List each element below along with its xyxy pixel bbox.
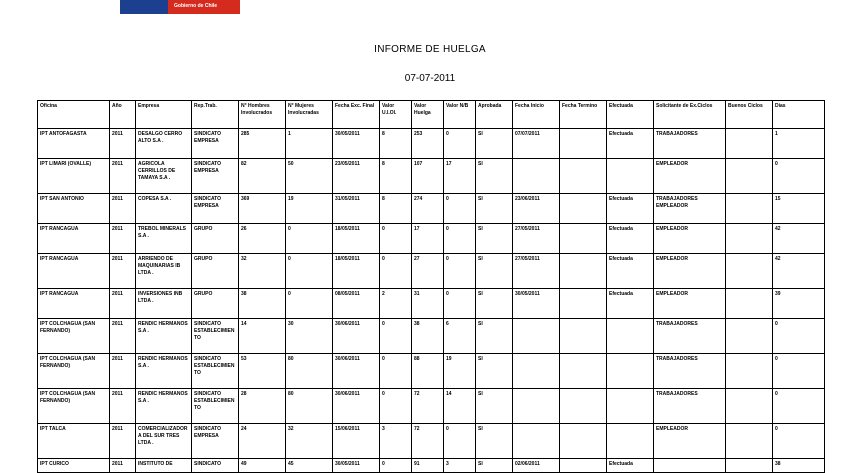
column-header-fecha-termino: Fecha Termino (560, 101, 607, 129)
cell-fecha-exc: 08/05/2011 (333, 289, 380, 319)
cell-fecha-termino (560, 224, 607, 254)
cell-efectuada: Efectuada (607, 224, 654, 254)
cell-valor-uiol: 0 (380, 389, 412, 424)
cell-solicitante: TRABAJADORES (654, 319, 726, 354)
cell-dias: 42 (773, 254, 825, 289)
cell-fecha-inicio (513, 319, 560, 354)
cell-hombres: 285 (239, 129, 286, 159)
cell-valor-huelga: 27 (412, 254, 444, 289)
cell-buenos-ciclos (726, 254, 773, 289)
cell-efectuada: Efectuada (607, 129, 654, 159)
cell-valor-uiol: 0 (380, 224, 412, 254)
cell-empresa: DESALGO CERRO ALTO S.A . (136, 129, 192, 159)
cell-valor-nb: 14 (444, 389, 476, 424)
table-row (38, 289, 825, 319)
cell-rep-trab: SINDICATO EMPRESA (192, 194, 239, 224)
cell-dias: 42 (773, 224, 825, 254)
cell-fecha-exc: 30/05/2011 (333, 129, 380, 159)
table-row (38, 159, 825, 194)
cell-dias: 15 (773, 194, 825, 224)
cell-rep-trab: GRUPO (192, 224, 239, 254)
cell-fecha-termino (560, 159, 607, 194)
cell-efectuada: Efectuada (607, 194, 654, 224)
cell-efectuada: Efectuada (607, 254, 654, 289)
cell-fecha-exc: 18/05/2011 (333, 224, 380, 254)
cell-buenos-ciclos (726, 224, 773, 254)
cell-mujeres: 0 (286, 289, 333, 319)
cell-fecha-inicio: 27/05/2011 (513, 224, 560, 254)
cell-fecha-termino (560, 459, 607, 473)
cell-empresa: INSTITUTO DE (136, 459, 192, 473)
cell-dias: 0 (773, 424, 825, 459)
report-date: 07-07-2011 (404, 73, 456, 84)
cell-efectuada (607, 354, 654, 389)
cell-aprobada: SI (476, 289, 513, 319)
cell-valor-uiol: 8 (380, 129, 412, 159)
cell-dias: 0 (773, 354, 825, 389)
column-header-efectuada: Efectuada (607, 101, 654, 129)
cell-valor-huelga: 38 (412, 319, 444, 354)
cell-dias: 39 (773, 289, 825, 319)
cell-oficina: IPT COLCHAGUA (SAN FERNANDO) (38, 389, 110, 424)
cell-hombres: 32 (239, 254, 286, 289)
cell-buenos-ciclos (726, 129, 773, 159)
cell-valor-huelga: 88 (412, 354, 444, 389)
report-title: INFORME DE HUELGA (374, 44, 486, 55)
cell-solicitante: EMPLEADOR (654, 254, 726, 289)
cell-valor-nb: 19 (444, 354, 476, 389)
cell-fecha-termino (560, 424, 607, 459)
table-row (38, 459, 825, 473)
cell-fecha-inicio: 30/05/2011 (513, 289, 560, 319)
cell-mujeres: 0 (286, 254, 333, 289)
cell-fecha-inicio: 27/05/2011 (513, 254, 560, 289)
cell-efectuada: Efectuada (607, 459, 654, 473)
cell-fecha-inicio: 02/06/2011 (513, 459, 560, 473)
cell-fecha-exc: 30/05/2011 (333, 459, 380, 473)
cell-mujeres: 32 (286, 424, 333, 459)
column-header-mujeres: N° Mujeres Involucradas (286, 101, 333, 129)
logo-blue-block (120, 0, 168, 14)
header-row (38, 101, 825, 129)
cell-hombres: 369 (239, 194, 286, 224)
cell-efectuada (607, 159, 654, 194)
column-header-valor-uiol: Valor U.I.Ol. (380, 101, 412, 129)
cell-hombres: 24 (239, 424, 286, 459)
cell-buenos-ciclos (726, 319, 773, 354)
cell-fecha-inicio (513, 159, 560, 194)
cell-empresa: AGRICOLA CERRILLOS DE TAMAYA S.A . (136, 159, 192, 194)
strike-report-table (37, 100, 825, 473)
cell-rep-trab: SINDICATO EMPRESA (192, 159, 239, 194)
cell-oficina: IPT SAN ANTONIO (38, 194, 110, 224)
cell-mujeres: 50 (286, 159, 333, 194)
cell-efectuada (607, 424, 654, 459)
cell-valor-nb: 0 (444, 424, 476, 459)
cell-buenos-ciclos (726, 289, 773, 319)
cell-valor-nb: 0 (444, 194, 476, 224)
cell-valor-huelga: 253 (412, 129, 444, 159)
cell-solicitante: TRABAJADORES EMPLEADOR (654, 194, 726, 224)
cell-buenos-ciclos (726, 354, 773, 389)
table-row (38, 389, 825, 424)
cell-ano: 2011 (110, 129, 136, 159)
cell-empresa: TREBOL MINERALS S.A . (136, 224, 192, 254)
cell-rep-trab: GRUPO (192, 289, 239, 319)
cell-mujeres: 45 (286, 459, 333, 473)
cell-fecha-exc: 15/06/2011 (333, 424, 380, 459)
cell-valor-uiol: 0 (380, 354, 412, 389)
cell-empresa: INVERSIONES INB LTDA . (136, 289, 192, 319)
cell-fecha-inicio (513, 424, 560, 459)
cell-dias: 0 (773, 159, 825, 194)
cell-fecha-inicio (513, 354, 560, 389)
cell-efectuada (607, 389, 654, 424)
cell-hombres: 53 (239, 354, 286, 389)
logo-text: Gobierno de Chile (174, 3, 218, 9)
cell-hombres: 14 (239, 319, 286, 354)
cell-valor-uiol: 3 (380, 424, 412, 459)
cell-valor-nb: 0 (444, 224, 476, 254)
cell-dias: 1 (773, 129, 825, 159)
cell-solicitante (654, 459, 726, 473)
cell-buenos-ciclos (726, 424, 773, 459)
cell-fecha-exc: 30/06/2011 (333, 319, 380, 354)
cell-oficina: IPT COLCHAGUA (SAN FERNANDO) (38, 319, 110, 354)
cell-ano: 2011 (110, 389, 136, 424)
cell-aprobada: SI (476, 129, 513, 159)
table-row (38, 254, 825, 289)
cell-rep-trab: SINDICATO ESTABLECIMIENTO (192, 319, 239, 354)
cell-oficina: IPT LIMARI (OVALLE) (38, 159, 110, 194)
cell-rep-trab: SINDICATO ESTABLECIMIENTO (192, 389, 239, 424)
cell-fecha-exc: 30/06/2011 (333, 354, 380, 389)
cell-hombres: 38 (239, 289, 286, 319)
cell-aprobada: SI (476, 254, 513, 289)
cell-mujeres: 0 (286, 224, 333, 254)
cell-dias: 38 (773, 459, 825, 473)
cell-solicitante: TRABAJADORES (654, 354, 726, 389)
cell-oficina: IPT CURICO (38, 459, 110, 473)
cell-ano: 2011 (110, 224, 136, 254)
cell-valor-huelga: 72 (412, 389, 444, 424)
cell-valor-uiol: 8 (380, 194, 412, 224)
cell-fecha-exc: 30/06/2011 (333, 389, 380, 424)
gobierno-de-chile-logo (120, 0, 240, 14)
cell-fecha-termino (560, 194, 607, 224)
cell-valor-huelga: 72 (412, 424, 444, 459)
cell-ano: 2011 (110, 424, 136, 459)
cell-valor-nb: 0 (444, 254, 476, 289)
cell-solicitante: TRABAJADORES (654, 129, 726, 159)
cell-empresa: COMERCIALIZADORA DEL SUR TRES LTDA . (136, 424, 192, 459)
cell-hombres: 82 (239, 159, 286, 194)
cell-rep-trab: GRUPO (192, 254, 239, 289)
cell-valor-huelga: 17 (412, 224, 444, 254)
cell-solicitante: EMPLEADOR (654, 424, 726, 459)
table-row (38, 354, 825, 389)
cell-hombres: 49 (239, 459, 286, 473)
cell-valor-nb: 6 (444, 319, 476, 354)
cell-ano: 2011 (110, 254, 136, 289)
cell-mujeres: 80 (286, 354, 333, 389)
cell-oficina: IPT COLCHAGUA (SAN FERNANDO) (38, 354, 110, 389)
cell-rep-trab: SINDICATO ESTABLECIMIENTO (192, 354, 239, 389)
cell-ano: 2011 (110, 194, 136, 224)
cell-aprobada: SI (476, 319, 513, 354)
cell-aprobada: SI (476, 224, 513, 254)
cell-fecha-termino (560, 319, 607, 354)
cell-valor-nb: 17 (444, 159, 476, 194)
column-header-valor-nb: Valor N/B (444, 101, 476, 129)
cell-aprobada: SI (476, 159, 513, 194)
cell-fecha-exc: 31/05/2011 (333, 194, 380, 224)
cell-dias: 0 (773, 319, 825, 354)
cell-mujeres: 1 (286, 129, 333, 159)
cell-buenos-ciclos (726, 459, 773, 473)
cell-oficina: IPT TALCA (38, 424, 110, 459)
cell-aprobada: SI (476, 389, 513, 424)
cell-valor-uiol: 0 (380, 254, 412, 289)
cell-ano: 2011 (110, 159, 136, 194)
cell-valor-uiol: 8 (380, 159, 412, 194)
cell-empresa: RENDIC HERMANOS S.A . (136, 354, 192, 389)
cell-rep-trab: SINDICATO (192, 459, 239, 473)
column-header-ano: Año (110, 101, 136, 129)
cell-solicitante: EMPLEADOR (654, 289, 726, 319)
column-header-fecha-exc: Fecha Exc. Final (333, 101, 380, 129)
cell-valor-huelga: 31 (412, 289, 444, 319)
cell-buenos-ciclos (726, 389, 773, 424)
table-row (38, 129, 825, 159)
cell-valor-nb: 0 (444, 289, 476, 319)
column-header-rep-trab: Rep.Trab. (192, 101, 239, 129)
cell-fecha-termino (560, 129, 607, 159)
cell-solicitante: EMPLEADOR (654, 224, 726, 254)
column-header-hombres: N° Hombres Involucrados (239, 101, 286, 129)
cell-valor-nb: 0 (444, 129, 476, 159)
table-row (38, 424, 825, 459)
cell-solicitante: EMPLEADOR (654, 159, 726, 194)
cell-efectuada (607, 319, 654, 354)
cell-valor-nb: 3 (444, 459, 476, 473)
cell-empresa: COPESA S.A . (136, 194, 192, 224)
column-header-oficina: Oficina (38, 101, 110, 129)
cell-valor-huelga: 107 (412, 159, 444, 194)
cell-ano: 2011 (110, 459, 136, 473)
cell-fecha-inicio: 07/07/2011 (513, 129, 560, 159)
cell-fecha-exc: 23/05/2011 (333, 159, 380, 194)
cell-oficina: IPT RANCAGUA (38, 254, 110, 289)
cell-dias: 0 (773, 389, 825, 424)
cell-fecha-termino (560, 389, 607, 424)
column-header-empresa: Empresa (136, 101, 192, 129)
cell-aprobada: SI (476, 424, 513, 459)
cell-mujeres: 80 (286, 389, 333, 424)
column-header-solicitante: Solicitante de Ex.Ciclos (654, 101, 726, 129)
cell-oficina: IPT RANCAGUA (38, 224, 110, 254)
cell-mujeres: 30 (286, 319, 333, 354)
cell-fecha-termino (560, 254, 607, 289)
cell-valor-uiol: 2 (380, 289, 412, 319)
cell-rep-trab: SINDICATO EMPRESA (192, 129, 239, 159)
cell-oficina: IPT ANTOFAGASTA (38, 129, 110, 159)
column-header-aprobada: Aprobada (476, 101, 513, 129)
cell-empresa: RENDIC HERMANOS S.A . (136, 319, 192, 354)
cell-empresa: RENDIC HERMANOS S.A . (136, 389, 192, 424)
table-row (38, 224, 825, 254)
cell-valor-uiol: 0 (380, 459, 412, 473)
cell-hombres: 26 (239, 224, 286, 254)
cell-rep-trab: SINDICATO EMPRESA (192, 424, 239, 459)
cell-ano: 2011 (110, 319, 136, 354)
column-header-fecha-inicio: Fecha Inicio (513, 101, 560, 129)
cell-efectuada: Efectuada (607, 289, 654, 319)
cell-valor-huelga: 91 (412, 459, 444, 473)
cell-aprobada: SI (476, 354, 513, 389)
cell-fecha-exc: 18/05/2011 (333, 254, 380, 289)
cell-fecha-inicio (513, 389, 560, 424)
cell-mujeres: 19 (286, 194, 333, 224)
cell-aprobada: SI (476, 459, 513, 473)
cell-empresa: ARRIENDO DE MAQUINARIAS IB LTDA . (136, 254, 192, 289)
cell-solicitante: TRABAJADORES (654, 389, 726, 424)
cell-fecha-termino (560, 354, 607, 389)
table-row (38, 319, 825, 354)
cell-fecha-inicio: 23/06/2011 (513, 194, 560, 224)
cell-hombres: 28 (239, 389, 286, 424)
cell-buenos-ciclos (726, 159, 773, 194)
column-header-valor-huelga: Valor Huelga (412, 101, 444, 129)
column-header-dias: Días (773, 101, 825, 129)
cell-ano: 2011 (110, 289, 136, 319)
cell-aprobada: SI (476, 194, 513, 224)
table-header (38, 101, 825, 129)
cell-oficina: IPT RANCAGUA (38, 289, 110, 319)
table-body (38, 129, 825, 473)
cell-buenos-ciclos (726, 194, 773, 224)
column-header-buenos-ciclos: Buenos Ciclos (726, 101, 773, 129)
cell-valor-uiol: 0 (380, 319, 412, 354)
cell-ano: 2011 (110, 354, 136, 389)
cell-fecha-termino (560, 289, 607, 319)
table-row (38, 194, 825, 224)
cell-valor-huelga: 274 (412, 194, 444, 224)
